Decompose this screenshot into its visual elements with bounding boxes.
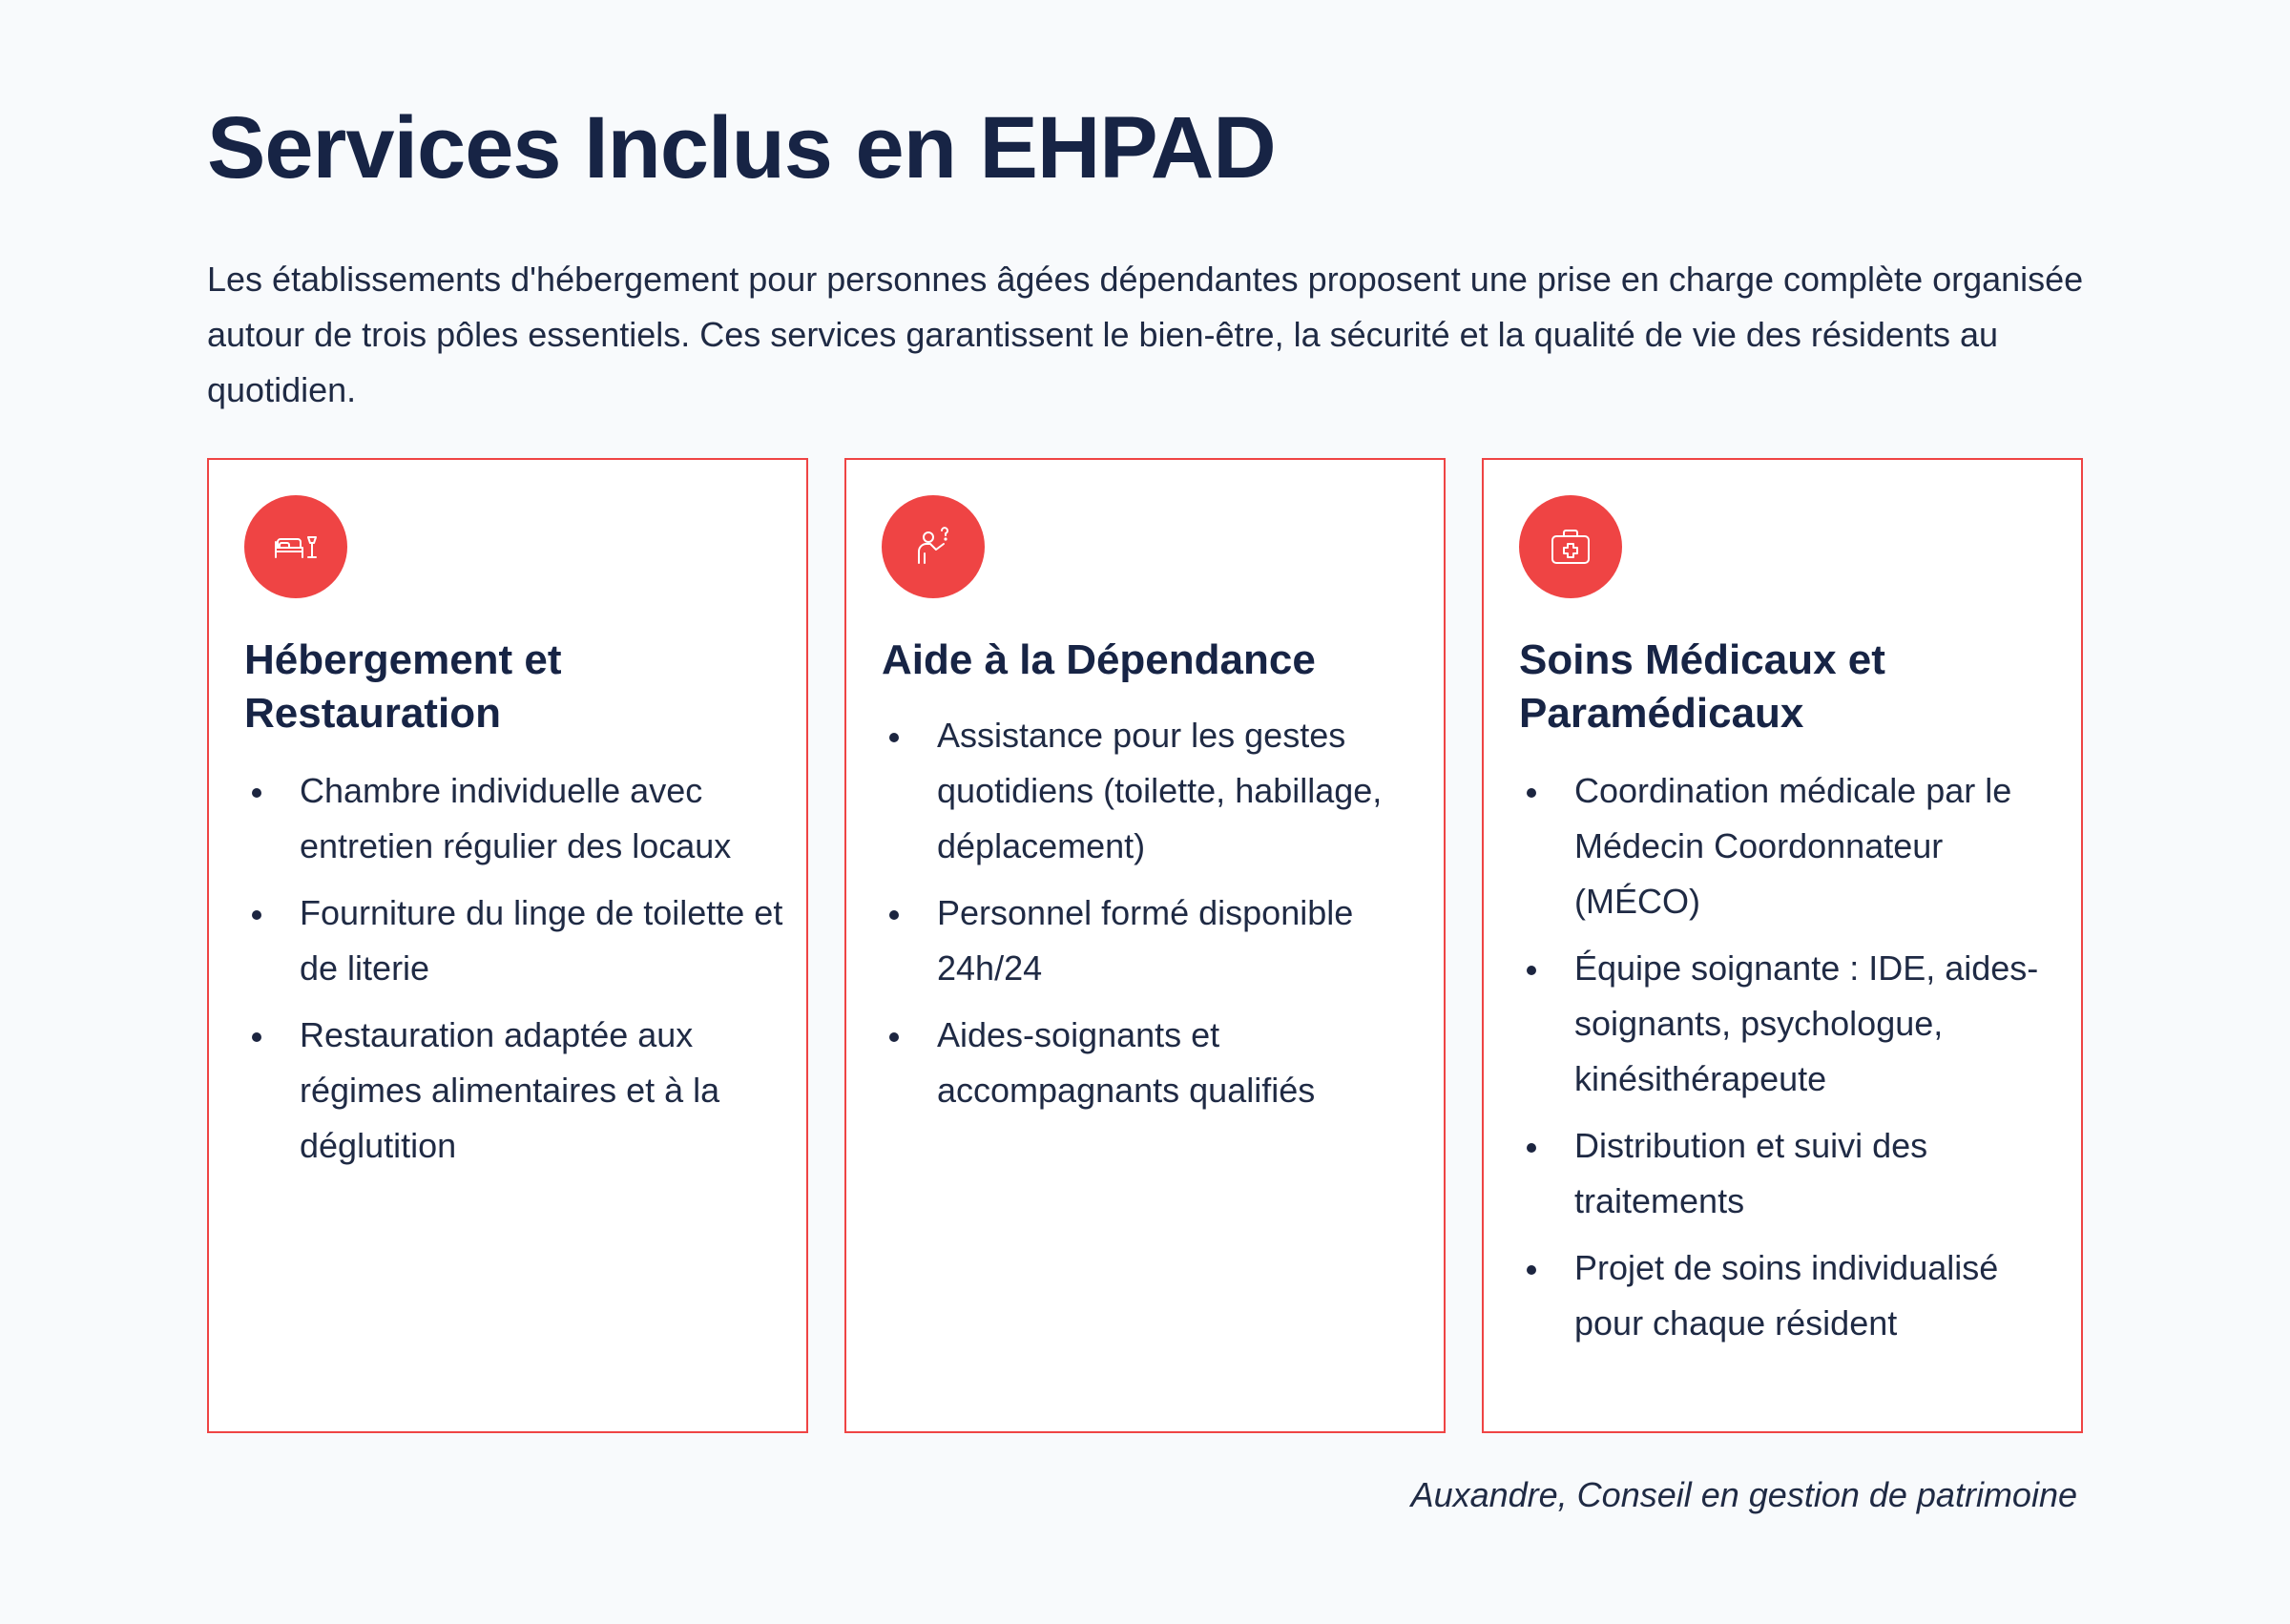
list-item: Coordination médicale par le Médecin Coordonnateur (MÉCO) <box>1519 763 2063 929</box>
list-item: Projet de soins individualisé pour chaque résident <box>1519 1240 2063 1351</box>
intro-paragraph: Les établissements d'hébergement pour personnes âgées dépendantes proposent une prise en charge complète organisée autour de trois pôles essentiels. Ces services garantissent le bien-être, la sécurité et la qualité de vie des résidents au quotidien. <box>207 260 2084 409</box>
list-item: Fourniture du linge de toilette et de literie <box>244 885 788 996</box>
list-item: Équipe soignante : IDE, aides-soignants, psychologue, kinésithérapeute <box>1519 941 2063 1107</box>
card-title: Hébergement et Restauration <box>244 636 562 737</box>
person-help-icon <box>882 495 985 598</box>
card-list <box>244 763 788 1185</box>
list-item: Aides-soignants et accompagnants qualifiés <box>882 1008 1426 1118</box>
service-cards <box>207 458 2085 1435</box>
card-list <box>882 708 1426 1130</box>
list-item: Assistance pour les gestes quotidiens (toilette, habillage, déplacement) <box>882 708 1426 874</box>
page-title: Services Inclus en EHPAD <box>207 99 1276 197</box>
card-title: Soins Médicaux et Paramédicaux <box>1519 636 1885 737</box>
list-item: Chambre individuelle avec entretien régulier des locaux <box>244 763 788 874</box>
card-aide-dependance <box>844 458 1446 1433</box>
card-list <box>1519 763 2063 1363</box>
list-item: Personnel formé disponible 24h/24 <box>882 885 1426 996</box>
bed-lamp-icon <box>244 495 347 598</box>
card-title: Aide à la Dépendance <box>882 636 1316 683</box>
list-item: Distribution et suivi des traitements <box>1519 1118 2063 1229</box>
footer-attribution: Auxandre, Conseil en gestion de patrimoine <box>1410 1475 2077 1514</box>
medical-kit-icon <box>1519 495 1622 598</box>
list-item: Restauration adaptée aux régimes alimentaires et à la déglutition <box>244 1008 788 1174</box>
card-hebergement-restauration <box>207 458 808 1433</box>
card-soins-medicaux <box>1482 458 2083 1433</box>
